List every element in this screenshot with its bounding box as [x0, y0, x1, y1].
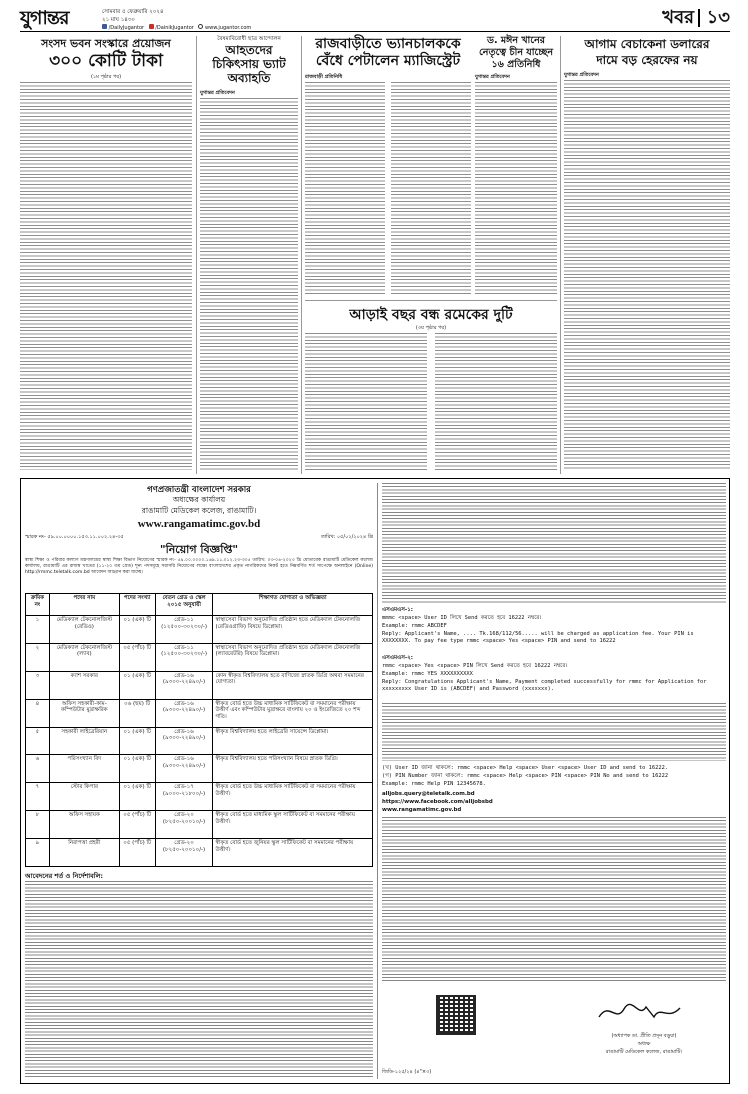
table-cell-post: অফিস সহকারী-কাম-কম্পিউটার মুদ্রাক্ষরিক	[50, 700, 120, 728]
article-dollar	[564, 36, 730, 474]
table-cell-grade: গ্রেড-১১ (১২৫০০-৩০২৩০/-)	[156, 616, 214, 644]
table-row	[26, 700, 373, 728]
table-cell-post: সহকারী লাইব্রেরিয়ান	[50, 728, 120, 756]
social-facebook[interactable]: /DailyJugantor	[108, 25, 145, 31]
parliament-continued: (১ম পৃষ্ঠার পর)	[90, 74, 122, 80]
table-cell-qual: কোন স্বীকৃত বিশ্ববিদ্যালয় হতে বাণিজ্যে স্নাতক ডিগ্রি অথবা সমমানের যোগ্যতা।	[213, 672, 373, 700]
section-divider	[698, 9, 700, 27]
vat-kicker: বৈষম্যবিরোধী ছাত্র আন্দোলন	[217, 36, 281, 42]
table-cell-count: ০১ (এক) টি	[120, 616, 156, 644]
date-line-1: সোমবার ৫ ফেব্রুয়ারি ২০২৪	[102, 9, 164, 15]
dollar-body	[564, 80, 730, 470]
vat-body	[200, 98, 298, 470]
table-cell-post: ক্যাশ সরকার	[50, 672, 120, 700]
vat-headline-3: অব্যাহতি	[227, 71, 271, 85]
table-cell-post: নিরাপত্তা প্রহরী	[50, 839, 120, 867]
table-cell-sl: ৯	[26, 839, 50, 867]
sms-1-example: mmmc <space> User ID লিখে Send করতে হবে 16222 নম্বরে।	[382, 615, 542, 621]
table-cell-post: মেডিক্যাল টেকনোলজিস্ট (রেডিও)	[50, 616, 120, 644]
facebook-icon	[102, 24, 107, 29]
china-body	[475, 82, 557, 296]
china-headline-3: ১৬ প্রতিনিধি	[491, 59, 541, 70]
notice-left	[25, 481, 373, 1081]
social-bar	[102, 24, 251, 31]
help-pin: (গ) PIN Number জানা থাকলে: rmmc <space> Help <space> PIN <space> PIN No and send to 16222	[382, 773, 669, 779]
ramek-body-col-2	[435, 333, 557, 471]
right-body-top	[382, 483, 726, 603]
table-cell-sl: ৮	[26, 811, 50, 839]
table-row	[26, 783, 373, 811]
table-row	[26, 839, 373, 867]
article-ramek	[305, 300, 557, 474]
article-vat	[200, 36, 298, 474]
masthead	[20, 8, 730, 30]
table-cell-qual: স্বীকৃত বিশ্ববিদ্যালয় হতে পরিসংখ্যান বিষয়ে স্নাতক ডিগ্রি।	[213, 755, 373, 783]
table-cell-count: ০১ (এক) টি	[120, 755, 156, 783]
page-number: ১৩	[706, 7, 730, 28]
signature-mark	[594, 999, 694, 1025]
contact-facebook[interactable]: https://www.facebook.com/alljobsbd	[382, 799, 493, 805]
notice-date: তারিখ: ০৫/০২/২০২৪ খ্রি	[320, 534, 373, 540]
masthead-rule	[20, 31, 730, 32]
article-parliament	[20, 36, 192, 474]
sms-2-label: এসএমএস-২:	[382, 655, 413, 661]
table-cell-grade: গ্রেড-১৬ (৯৩০০-২২৪৯০/-)	[156, 755, 214, 783]
table-header-cell: বেতন গ্রেড ও স্কেল ২০১৫ অনুযায়ী	[156, 594, 214, 616]
table-cell-count: ০১ (এক) টি	[120, 672, 156, 700]
table-cell-post: স্টোর কিপার	[50, 783, 120, 811]
dollar-headline-1: আগাম বেচাকেনা ডলারের	[584, 37, 710, 51]
table-cell-grade: গ্রেড-১৬ (৯৩০০-২২৪৯০/-)	[156, 728, 214, 756]
table-cell-count: ০৫ (পাঁচ) টি	[120, 644, 156, 672]
right-body-bottom	[382, 817, 726, 983]
conditions-body	[25, 881, 373, 1077]
table-cell-grade: গ্রেড-১১ (১২৫০০-৩০২৩০/-)	[156, 644, 214, 672]
article-rajbari	[305, 36, 471, 298]
table-cell-count: ০১ (এক) টি	[120, 783, 156, 811]
table-cell-sl: ২	[26, 644, 50, 672]
table-cell-qual: স্বীকৃত বোর্ড হতে জুনিয়র স্কুল সার্টিফিকেট বা সমমানের পরীক্ষায় উত্তীর্ণ।	[213, 839, 373, 867]
table-cell-grade: গ্রেড-২০ (৮২৫০-২০০১০/-)	[156, 811, 214, 839]
table-cell-sl: ৭	[26, 783, 50, 811]
sms-1-example-b: Example: rmmc ABCDEF	[382, 623, 447, 629]
sms-2-example-b: Example: rmmc YES XXXXXXXXXX	[382, 671, 473, 677]
rajbari-byline: রাজবাড়ী প্রতিনিধি	[305, 74, 343, 80]
dollar-byline: যুগান্তর প্রতিবেদন	[564, 72, 599, 78]
table-cell-qual: স্বীকৃত বোর্ড হতে উচ্চ মাধ্যমিক সার্টিফিকেট বা সমমানের পরীক্ষায় উত্তীর্ণ এবং কম্পিউটার মুদ্রাক্ষরে বাংলায় ২০ ও ইংরেজিতে ২০ শব্দ গতি।	[213, 700, 373, 728]
parliament-headline: ৩০০ কোটি টাকা	[49, 51, 163, 71]
table-body	[26, 616, 373, 867]
notice-memo: স্মারক নং- ৫৯.০০.০০০০.১৫৩.১১.০০২.২৪-৩৫	[25, 534, 124, 540]
table-header-cell: ক্রমিক নং	[26, 594, 50, 616]
right-body-mid	[382, 703, 726, 761]
china-byline: যুগান্তর প্রতিবেদন	[475, 74, 510, 80]
table-cell-count: ০১ (এক) টি	[120, 728, 156, 756]
notice-office: অধ্যক্ষের কার্যালয়	[172, 495, 226, 504]
table-cell-qual: স্বীকৃত বিশ্ববিদ্যালয় হতে লাইব্রেরি সায়েন্সে ডিপ্লোমা।	[213, 728, 373, 756]
table-row	[26, 672, 373, 700]
col-divider-1	[196, 36, 197, 474]
table-cell-sl: ১	[26, 616, 50, 644]
signature-title-2: রাঙামাটি মেডিকেল কলেজ, রাঙামাটি।	[605, 1049, 683, 1055]
rajbari-body-col-1	[305, 82, 385, 296]
rajbari-body-col-2	[391, 82, 471, 296]
table-cell-qual: স্বাস্থ্যসেবা বিভাগ অনুমোদিত প্রতিষ্ঠান হতে মেডিক্যাল টেকনোলজি (রেডিওগ্রাফি) বিষয়ে ডিপ্লোমা।	[213, 616, 373, 644]
table-cell-sl: ৫	[26, 728, 50, 756]
conditions-title: আবেদনের শর্ত ও নির্দেশাবলি:	[25, 872, 104, 880]
col-divider-3	[560, 36, 561, 474]
parliament-body	[20, 82, 192, 470]
signature-title-1: অধ্যক্ষ	[637, 1041, 651, 1047]
globe-icon	[198, 24, 203, 29]
table-row	[26, 616, 373, 644]
table-row	[26, 728, 373, 756]
table-row	[26, 811, 373, 839]
table-cell-grade: গ্রেড-১৬ (৯৩০০-২২৪৯০/-)	[156, 700, 214, 728]
china-headline-1: ড. মঈন খানের	[486, 35, 546, 46]
sms-1-reply: Reply: Applicant's Name, .... Tk.168/112/56..... will be charged as application fee. Your PIN is XXXXXXXX. To pay fee type rmmc <space> Yes <space> PIN and send to 16222	[382, 631, 694, 645]
signature	[594, 999, 694, 1025]
ad-code: জিডি-১২৫/২৪ (৪"×৩)	[382, 1069, 432, 1075]
post-table	[25, 593, 373, 867]
notice-right	[382, 481, 726, 1081]
table-cell-count: ০৫ (পাঁচ) টি	[120, 839, 156, 867]
table-cell-grade: গ্রেড-২০ (৮২৫০-২০০১০/-)	[156, 839, 214, 867]
vat-headline-1: আহতদের	[225, 43, 273, 57]
notice-gov-title: গণপ্রজাতন্ত্রী বাংলাদেশ সরকার	[147, 485, 251, 495]
table-cell-qual: স্বীকৃত বোর্ড হতে উচ্চ মাধ্যমিক সার্টিফিকেট বা সমমানের পরীক্ষায় উত্তীর্ণ।	[213, 783, 373, 811]
table-row	[26, 644, 373, 672]
table-header-cell: শিক্ষাগত যোগ্যতা ও অভিজ্ঞতা	[213, 594, 373, 616]
parliament-kicker: সংসদ ভবন সংস্কারে প্রয়োজন	[41, 37, 171, 50]
rajbari-headline-2: বেঁধে পেটালেন ম্যাজিস্ট্রেট	[315, 53, 461, 69]
table-cell-grade: গ্রেড-১৭ (৯০০০-২১৮০০/-)	[156, 783, 214, 811]
sms-1-label: এসএমএস-১:	[382, 607, 413, 613]
table-row	[26, 755, 373, 783]
notice-college: রাঙামাটি মেডিকেল কলেজ, রাঙামাটি।	[141, 506, 257, 515]
help-example: Example: rmmc Help PIN 12345678.	[382, 781, 486, 787]
table-cell-qual: স্বাস্থ্যসেবা বিভাগ অনুমোদিত প্রতিষ্ঠান হতে মেডিক্যাল টেকনোলজি (ল্যাবরেটরি) বিষয়ে ডিপ্লোমা।	[213, 644, 373, 672]
youtube-icon	[149, 24, 154, 29]
help-user-id: (খ) User ID জানা থাকলে: rmmc <space> Help <space> User <space> User ID and send to 16222.	[382, 765, 669, 771]
signature-name: (অধ্যাপক ডা. প্রীতি প্রসূন বড়ুয়া)	[611, 1033, 677, 1039]
job-notice	[20, 478, 730, 1084]
ramek-body-col-1	[305, 333, 427, 471]
table-cell-post: পরিসংখ্যান বিদ	[50, 755, 120, 783]
vat-headline-2: চিকিৎসায় ভ্যাট	[212, 57, 286, 71]
table-cell-sl: ৪	[26, 700, 50, 728]
qr-code	[436, 995, 476, 1035]
table-cell-post: মেডিক্যাল টেকনোলজিস্ট (ল্যাব)	[50, 644, 120, 672]
notice-title: "নিয়োগ বিজ্ঞপ্তি"	[159, 543, 239, 556]
notice-divider	[377, 483, 378, 1079]
sms-2-reply: Reply: Congratulations Applicant's Name, Payment completed successfully for rmmc for Application for xxxxxxxxx User ID is (ABCDEF) and Password (xxxxxxx).	[382, 679, 707, 693]
ramek-continued: (৩য় পৃষ্ঠার পর)	[415, 325, 447, 331]
table-cell-count: ০৫ (পাঁচ) টি	[120, 811, 156, 839]
article-china	[475, 36, 557, 298]
vat-byline: যুগান্তর প্রতিবেদন	[200, 90, 235, 96]
social-website[interactable]: www.jugantor.com	[205, 25, 252, 31]
section-label: খবর	[662, 7, 694, 28]
notice-website[interactable]: www.rangamatimc.gov.bd	[137, 518, 261, 530]
contact-website[interactable]: www.rangamatimc.gov.bd	[382, 807, 462, 813]
masthead-logo: যুগান্তর	[20, 7, 69, 29]
table-cell-qual: স্বীকৃত বোর্ড হতে মাধ্যমিক স্কুল সার্টিফিকেট বা সমমানের পরীক্ষায় উত্তীর্ণ।	[213, 811, 373, 839]
col-divider-2	[301, 36, 302, 474]
table-cell-grade: গ্রেড-১৬ (৯৩০০-২২৪৯০/-)	[156, 672, 214, 700]
social-youtube[interactable]: /DainikJugantor	[155, 25, 194, 31]
table-cell-post: অফিস সহায়ক	[50, 811, 120, 839]
dollar-headline-2: দামে বড় হেরফের নয়	[596, 53, 698, 67]
table-header-cell: পদের নাম	[50, 594, 120, 616]
ramek-headline: আড়াই বছর বন্ধ রমেকের দুটি	[349, 307, 513, 323]
notice-intro: স্বাস্থ্য শিক্ষা ও পরিবার কল্যাণ মন্ত্রণালয়ের স্বাস্থ্য শিক্ষা বিভাগ নিয়োগের স্মারক নং- ৫৯.০০.০০০০.১৬৯.১১.০১২.২৩-৩০৫ তারিখ: ০৩-০৪-২০২৩ খ্রি মোতাবেক রাঙামাটি মেডিকেল কলেজ কার্যালয়, রাঙামাটি এর রাজস্ব খাতের (১১-২০ তম গ্রেড) শূন্য পদসমূহে সরাসরি নিয়োগের লক্ষ্যে বাংলাদেশের প্রকৃত নাগরিকদের নিকট হতে নিম্নবর্ণিত শর্ত সাপেক্ষে অনলাইনে (Online) http://rmmc.teletalk.com.bd আবেদন আহ্বান করা যাচ্ছে।	[25, 558, 373, 575]
table-cell-sl: ৬	[26, 755, 50, 783]
date-line-2: ২১ মাঘ ১৪৩০	[102, 17, 135, 23]
table-cell-count: ০৬ (ছয়) টি	[120, 700, 156, 728]
sms-2-example: rmmc <space> Yes <space> PIN লিখে Send করতে হবে 16222 নম্বরে।	[382, 663, 568, 669]
china-headline-2: নেতৃত্বে চীন যাচ্ছেন	[478, 47, 554, 58]
contact-email[interactable]: alljobs.query@teletalk.com.bd	[382, 791, 475, 797]
table-cell-sl: ৩	[26, 672, 50, 700]
table-header-cell: পদের সংখ্যা	[120, 594, 156, 616]
rajbari-headline-1: রাজবাড়ীতে ভ্যানচালককে	[315, 36, 461, 52]
table-header-row	[26, 594, 373, 616]
